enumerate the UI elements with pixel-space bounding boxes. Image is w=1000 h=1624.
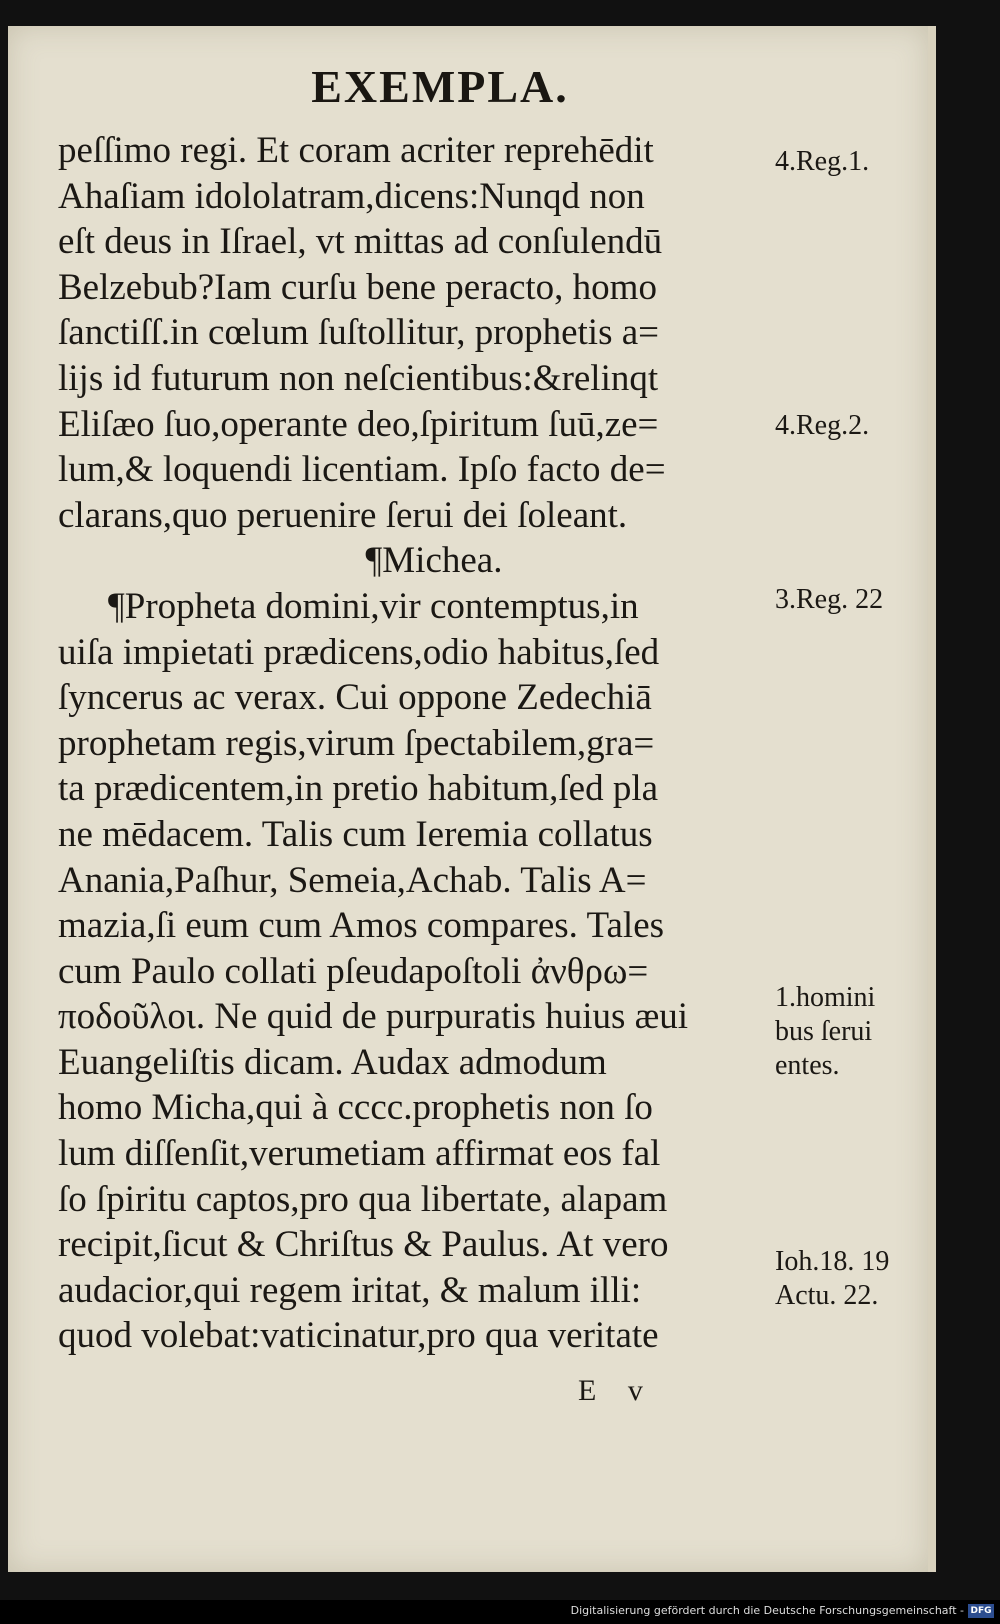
dfg-logo-icon: DFG — [968, 1604, 994, 1618]
text-line: recipit,ſicut & Chriſtus & Paulus. At vero — [58, 1224, 669, 1266]
text-line: lum,& loquendi licentiam. Ipſo facto de= — [58, 449, 666, 491]
digitization-credit: Digitalisierung gefördert durch die Deutsche Forschungsgemeinschaft - — [570, 1604, 964, 1617]
text-line: prophetam regis,virum ſpectabilem,gra= — [58, 722, 655, 764]
text-line: Anania,Paſhur, Semeia,Achab. Talis A= — [58, 859, 647, 901]
text-line: Eliſæo ſuo,operante deo,ſpiritum ſuū,ze= — [58, 403, 659, 445]
text-line: cum Paulo collati pſeudapoſtoli ἀνθρω= — [58, 950, 649, 992]
text-line: homo Micha,qui à cccc.prophetis non ſo — [58, 1087, 653, 1129]
signature-mark: E v — [578, 1374, 655, 1407]
text-line: ta prædicentem,in pretio habitum,ſed pla — [58, 768, 659, 810]
margin-note: entes. — [775, 1050, 840, 1081]
text-line: ſo ſpiritu captos,pro qua libertate, alapam — [58, 1178, 668, 1220]
margin-note: 3.Reg. 22 — [775, 584, 884, 615]
text-line: quod volebat:vaticinatur,pro qua veritate — [58, 1315, 659, 1357]
text-line: peſſimo regi. Et coram acriter reprehēdit — [58, 130, 654, 171]
text-line: lum diſſenſit,verumetiam affirmat eos fal — [58, 1133, 661, 1175]
margin-note: 4.Reg.1. — [775, 146, 870, 177]
text-line: Belzebub?Iam curſu bene peracto, homo — [58, 266, 657, 308]
text-line: ¶Propheta domini,vir contemptus,in — [108, 585, 639, 627]
margin-note: Ioh.18. 19 — [775, 1246, 890, 1277]
text-line: Euangeliſtis dicam. Audax admodum — [58, 1041, 607, 1083]
margin-note: 4.Reg.2. — [775, 410, 870, 441]
text-line: mazia,ſi eum cum Amos compares. Tales — [58, 905, 665, 947]
text-line: ne mēdacem. Talis cum Ieremia collatus — [58, 813, 653, 855]
text-line: ποδοῦλοι. Ne quid de purpuratis huius æui — [58, 996, 689, 1038]
text-line: audacior,qui regem iritat, & malum illi: — [58, 1269, 642, 1311]
text-line: uiſa impietati prædicens,odio habitus,ſed — [58, 631, 660, 673]
margin-note: bus ſerui — [775, 1016, 873, 1047]
margin-note: Actu. 22. — [775, 1280, 879, 1311]
text-line: lijs id futurum non neſcientibus:&relinqt — [58, 357, 659, 399]
text-line: ſanctiſſ.in cœlum ſuſtollitur, prophetis a= — [58, 312, 660, 354]
text-line: clarans,quo peruenire ſerui dei ſoleant. — [58, 494, 628, 536]
text-line: eſt deus in Iſrael, vt mittas ad conſulendū — [58, 221, 663, 263]
text-line: ſyncerus ac verax. Cui oppone Zedechiā — [58, 677, 652, 719]
section-heading: ¶Michea. — [365, 540, 503, 582]
running-header: EXEMPLA. — [311, 61, 569, 112]
body-text — [58, 128, 770, 1359]
margin-note: 1.homini — [775, 982, 876, 1013]
text-line: Ahaſiam idololatram,dicens:Nunqd non — [58, 175, 645, 217]
page-edge — [928, 26, 936, 1572]
